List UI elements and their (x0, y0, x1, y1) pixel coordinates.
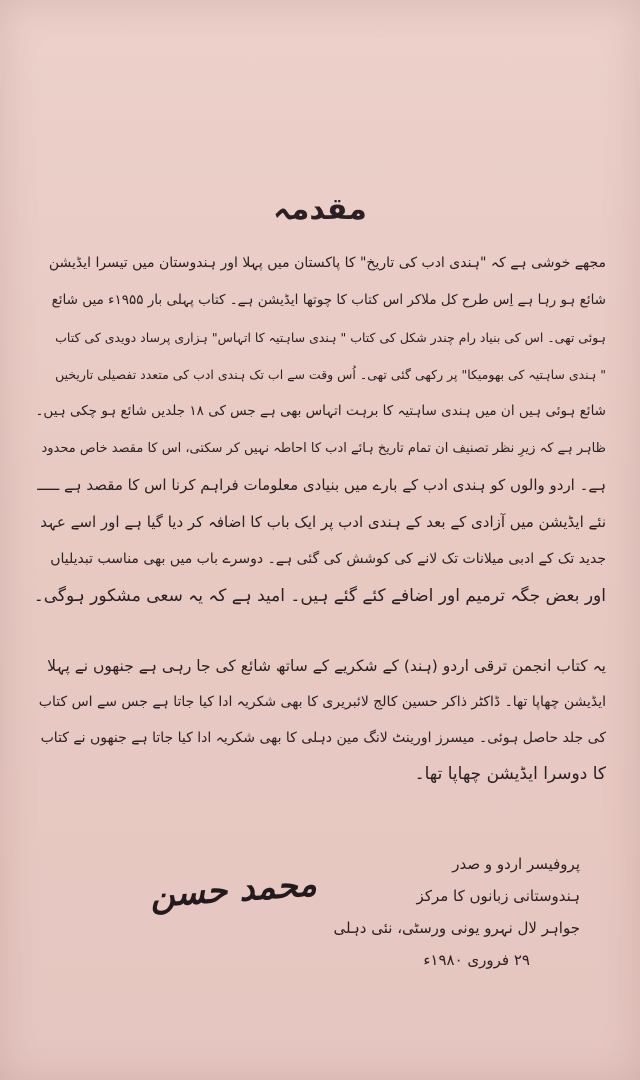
text-line: کا دوسرا ایڈیشن چھاپا تھا۔ (414, 764, 606, 784)
text-line: اور بعض جگہ ترمیم اور اضافے کئے گئے ہیں۔ امید ہے کہ یہ سعی مشکور ہوگی۔ (34, 586, 606, 606)
text-line: یہ کتاب انجمن ترقی اردو (ہند) کے شکریے کے ساتھ شائع کی جا رہی ہے جنھوں نے پہلا (47, 657, 606, 675)
text-line: مجھے خوشی ہے کہ "ہندی ادب کی تاریخ" کا پاکستان میں پہلا اور ہندوستان میں تیسرا ایڈیشن (48, 255, 606, 271)
author-position: پروفیسر اردو و صدر (452, 855, 580, 873)
text-line: جدید تک کے ادبی میلانات تک لانے کی کوشش کی گئی ہے۔ دوسرے باب میں بھی مناسب تبدیلیاں (50, 551, 606, 567)
text-line: ایڈیشن چھاپا تھا۔ ڈاکٹر ذاکر حسین کالج لائبریری کا بھی شکریہ ادا کیا جاتا ہے جس سے اس کتاب (38, 694, 606, 710)
preface-date: ۲۹ فروری ۱۹۸۰ء (423, 951, 530, 969)
text-line: ہوئی تھی۔ اس کی بنیاد رام چندر شکل کی کتاب " ہندی ساہتیہ کا اتہاس" ہزاری پرساد دویدی کی کتاب (55, 330, 606, 345)
text-line: " ہندی ساہتیہ کی بھومیکا" پر رکھی گئی تھی۔ اُس وقت سے اب تک ہندی ادب کی متعدد تفصیلی تاریخیں (55, 367, 606, 382)
text-line: شائع ہوئی ہیں ان میں ہندی ساہتیہ کا برہت اتہاس بھی ہے جس کی ۱۸ جلدیں شائع ہو چکی ہیں۔ (35, 403, 606, 419)
author-university: جواہر لال نہرو یونی ورسٹی، نئی دہلی (333, 919, 580, 937)
text-line: نئے ایڈیشن میں آزادی کے بعد کے ہندی ادب پر ایک باب کا اضافہ کر دیا گیا ہے اور اسے عہد (40, 513, 606, 531)
paragraph-intro (34, 245, 606, 615)
text-line: ظاہر ہے کہ زیرِ نظر تصنیف ان تمام تاریخ ہائے ادب کا احاطہ نہیں کر سکتی، اس کا مقصد خاص محدود (41, 441, 606, 456)
text-line: کی جلد حاصل ہوئی۔ میسرز اورینٹ لانگ مین دہلی کا بھی شکریہ ادا کیا جاتا ہے جنھوں نے کتاب (40, 730, 606, 746)
paragraph-acknowledgements (34, 648, 606, 792)
page-title: مقدمہ (273, 192, 367, 227)
text-line: شائع ہو رہا ہے اِس طرح کل ملاکر اس کتاب کا چوتھا ایڈیشن ہے۔ کتاب پہلی بار ۱۹۵۵ء میں شائع (51, 292, 606, 308)
author-details (320, 848, 580, 976)
author-department: ہندوستانی زبانوں کا مرکز (416, 887, 580, 905)
text-line: ہے۔ اردو والوں کو ہندی ادب کے بارے میں بنیادی معلومات فراہم کرنا اس کا مقصد ہے ـــــ (37, 476, 606, 494)
author-signature: محمد حسن (148, 864, 318, 916)
